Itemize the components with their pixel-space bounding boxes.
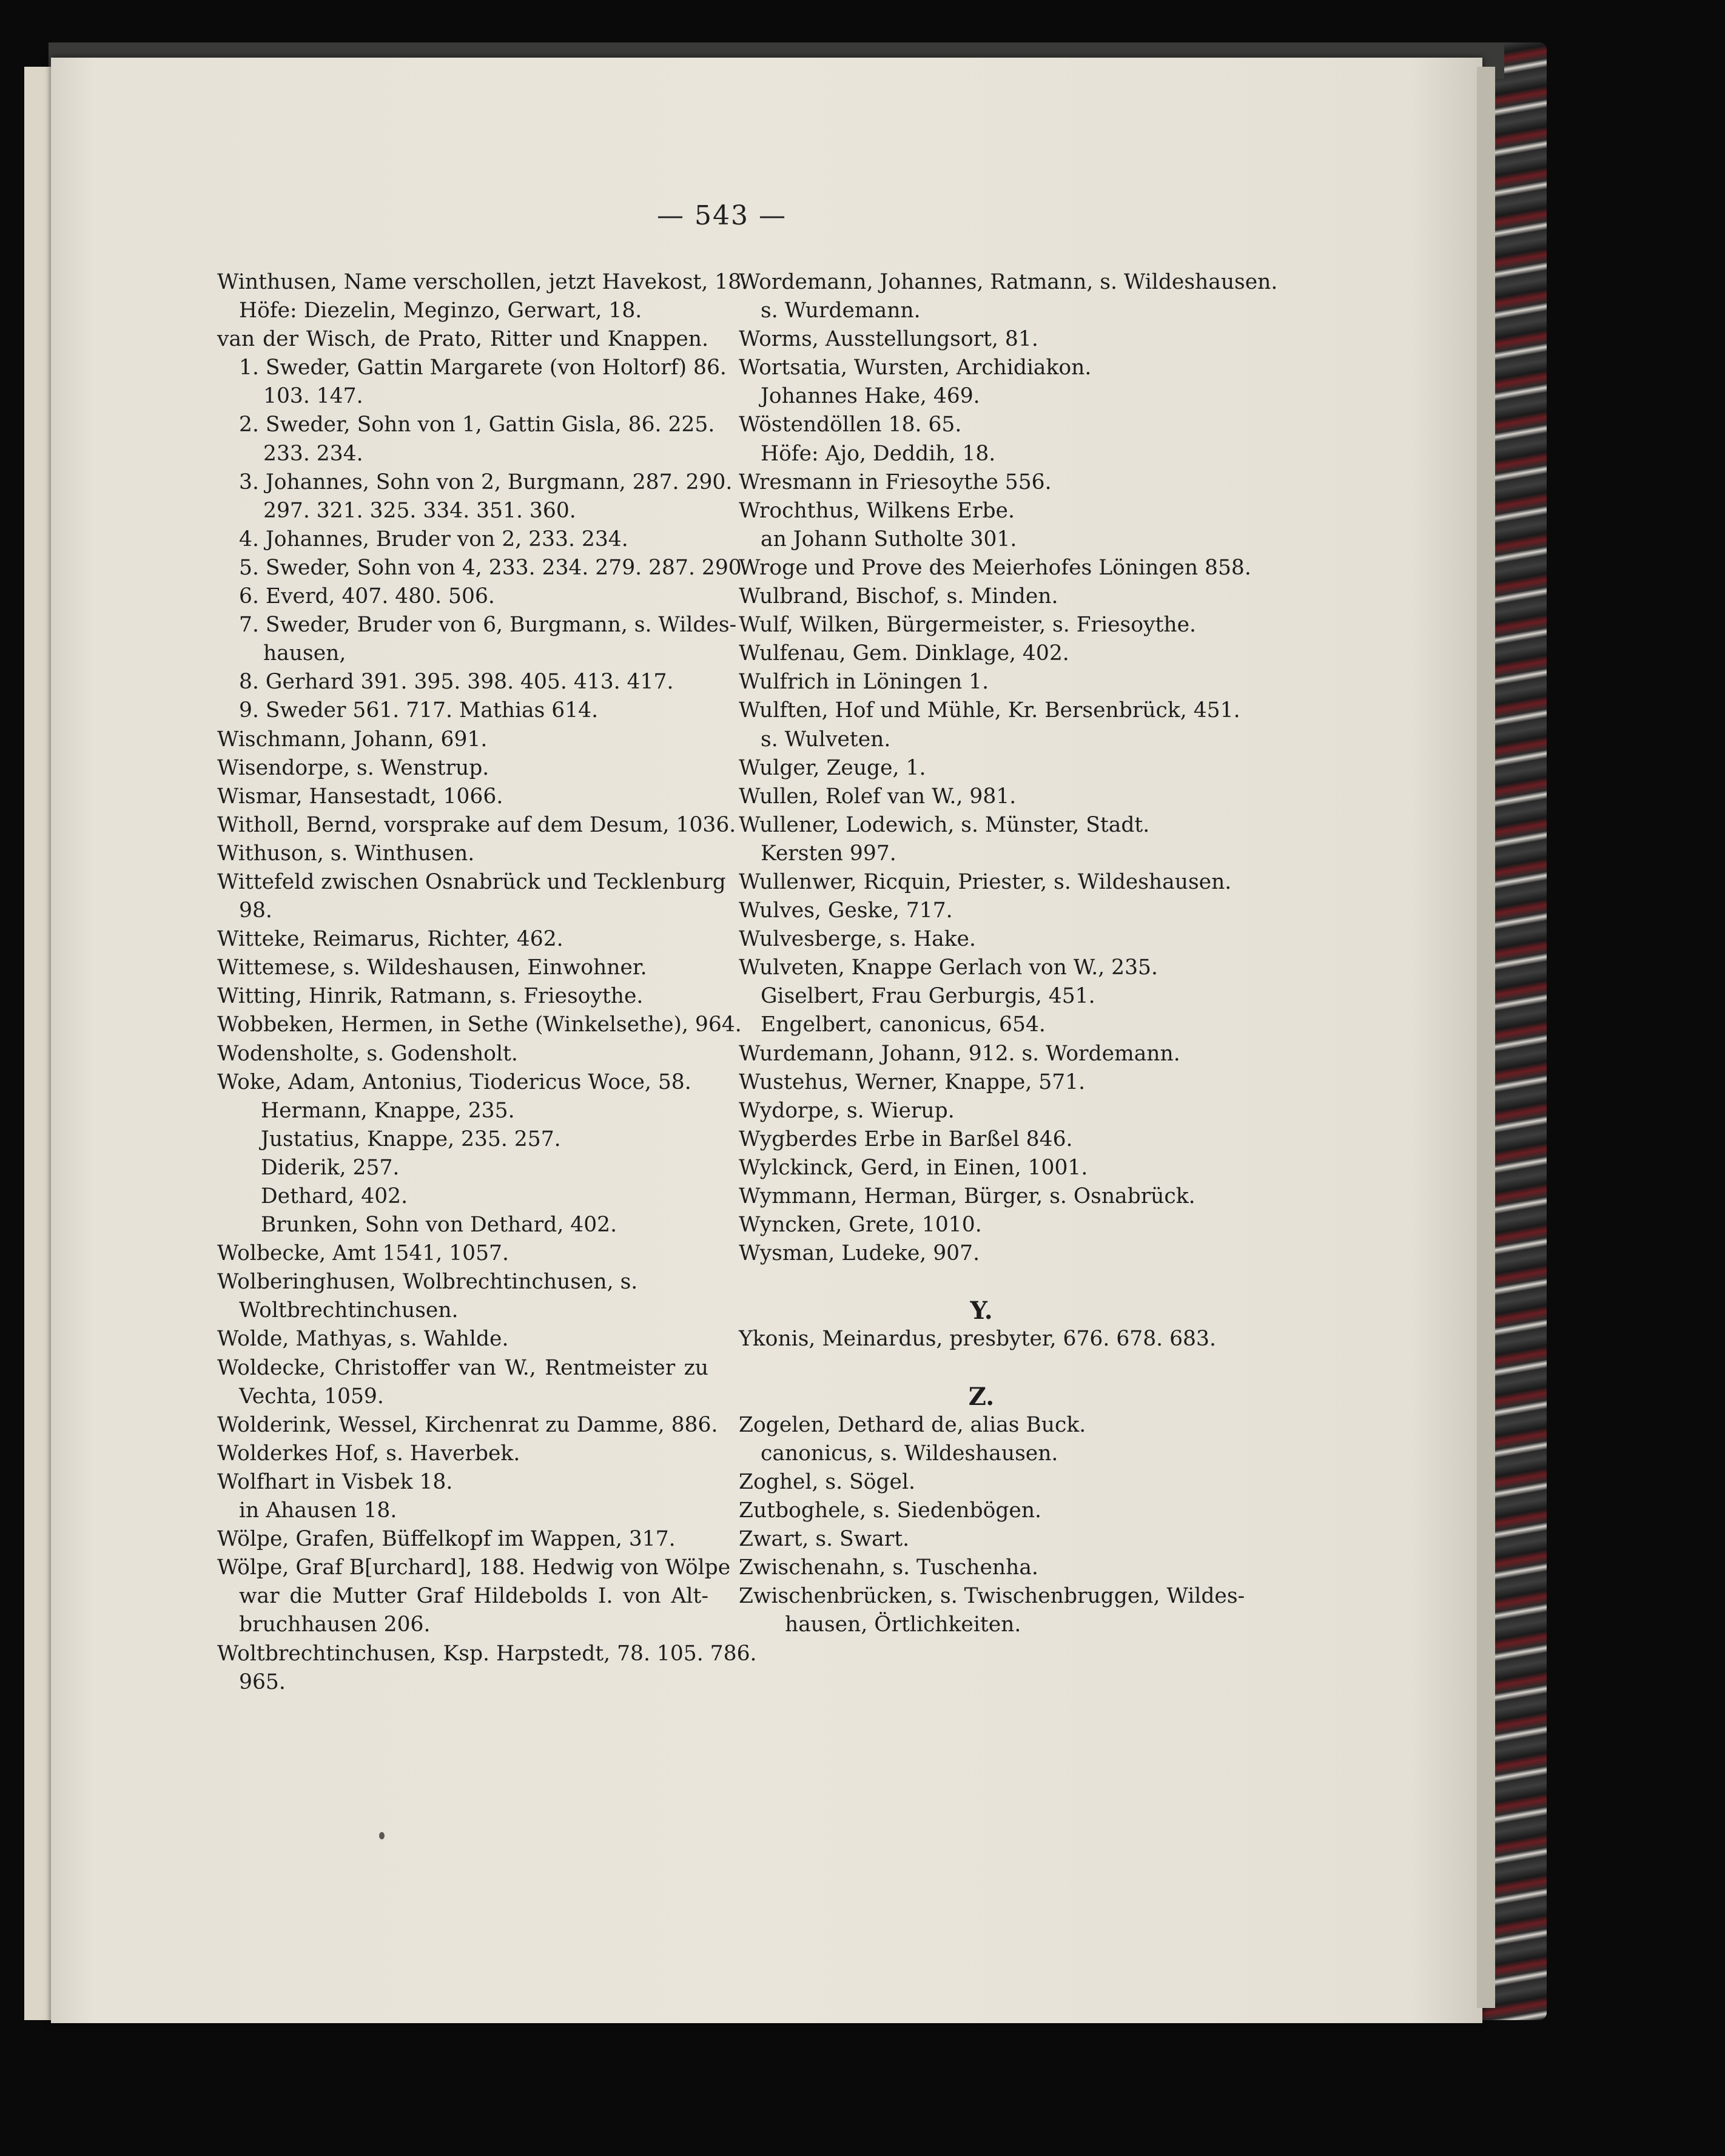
ink-speck (379, 1832, 385, 1839)
index-entry-line: 2. Sweder, Sohn von 1, Gattin Gisla, 86. 225. (239, 413, 715, 437)
index-entry-line: Zwart, s. Swart. (739, 1527, 910, 1552)
index-entry-line: Wulves, Geske, 717. (739, 898, 953, 923)
page-edge-shadow (1477, 67, 1495, 2008)
index-entry-line: 3. Johannes, Sohn von 2, Burgmann, 287. 290. (239, 470, 733, 494)
index-entry-line: Wroge und Prove des Meierhofes Löningen 858. (739, 555, 1251, 580)
index-entry-line: s. Wurdemann. (761, 298, 921, 323)
index-entry-line: Giselbert, Frau Gerburgis, 451. (761, 984, 1095, 1009)
index-entry-line: Zwischenbrücken, s. Twischenbruggen, Wildes- (739, 1584, 1245, 1609)
index-entry-line: Wydorpe, s. Wierup. (739, 1098, 955, 1123)
index-entry-line: in Ahausen 18. (239, 1498, 397, 1523)
index-entry-line: Brunken, Sohn von Dethard, 402. (261, 1213, 617, 1238)
index-entry-line: 297. 321. 325. 334. 351. 360. (263, 498, 576, 523)
index-entry-line: Wulger, Zeuge, 1. (739, 755, 926, 780)
index-entry-line: Witholl, Bernd, vorsprake auf dem Desum, 1036. (217, 812, 736, 837)
index-entry-line: 233. 234. (263, 441, 363, 466)
index-entry-line: Wygberdes Erbe in Barßel 846. (739, 1127, 1073, 1151)
index-entry-line: Engelbert, canonicus, 654. (761, 1012, 1046, 1037)
index-entry-line: Wylckinck, Gerd, in Einen, 1001. (739, 1155, 1088, 1180)
index-column-right (739, 268, 1278, 1640)
index-entry-line: Zutboghele, s. Siedenbögen. (739, 1498, 1042, 1523)
index-entry-line: Woltbrechtinchusen. (239, 1298, 459, 1323)
index-entry-line: Wysman, Ludeke, 907. (739, 1241, 980, 1266)
index-entry-line: Wolderink, Wessel, Kirchenrat zu Damme, 886. (217, 1412, 718, 1437)
index-entry-line: Justatius, Knappe, 235. 257. (261, 1127, 561, 1151)
index-entry-line: Wisendorpe, s. Wenstrup. (217, 755, 489, 780)
index-entry-line: Woke, Adam, Antonius, Tiodericus Woce, 58. (217, 1070, 691, 1094)
page-number: — 543 — (657, 200, 787, 231)
index-entry-line: Withuson, s. Winthusen. (217, 841, 475, 866)
index-entry-line: Wresmann in Friesoythe 556. (739, 470, 1052, 494)
index-entry-line: Wolderkes Hof, s. Haverbek. (217, 1441, 520, 1466)
index-entry-line: Wölpe, Graf B[urchard], 188. Hedwig von Wölpe (217, 1555, 731, 1580)
index-entry-line: Wymmann, Herman, Bürger, s. Osnabrück. (739, 1184, 1195, 1208)
index-entry-line: Diderik, 257. (261, 1155, 400, 1180)
index-entry-line: Wullener, Lodewich, s. Münster, Stadt. (739, 812, 1150, 837)
index-entry-line: Wolbecke, Amt 1541, 1057. (217, 1241, 509, 1266)
index-entry-line: Höfe: Diezelin, Meginzo, Gerwart, 18. (239, 298, 642, 323)
index-entry-line: Wullen, Rolef van W., 981. (739, 784, 1017, 809)
index-entry-line: 7. Sweder, Bruder von 6, Burgmann, s. Wildes- (239, 613, 737, 638)
index-entry-line: war die Mutter Graf Hildebolds I. von Alt- (239, 1584, 708, 1609)
index-entry-line: Hermann, Knappe, 235. (261, 1098, 515, 1123)
index-entry-line: an Johann Sutholte 301. (761, 527, 1017, 551)
index-entry-line: Zwischenahn, s. Tuschenha. (739, 1555, 1038, 1580)
index-entry-line: 9. Sweder 561. 717. Mathias 614. (239, 698, 599, 723)
index-entry-line: Wölpe, Grafen, Büffelkopf im Wappen, 317. (217, 1527, 676, 1552)
index-entry-line: 965. (239, 1669, 286, 1694)
index-entry-line: Wolfhart in Visbek 18. (217, 1469, 453, 1494)
index-entry-line: Wulf, Wilken, Bürgermeister, s. Friesoythe. (739, 613, 1196, 638)
index-entry-line: Zogelen, Dethard de, alias Buck. (739, 1412, 1086, 1437)
section-heading: Z. (968, 1382, 995, 1411)
index-entry-line: Wortsatia, Wursten, Archidiakon. (739, 355, 1092, 380)
index-entry-line: Wordemann, Johannes, Ratmann, s. Wildeshausen. (739, 270, 1278, 294)
index-entry-line: 6. Everd, 407. 480. 506. (239, 584, 495, 609)
index-entry-line: Wulvesberge, s. Hake. (739, 927, 976, 952)
index-entry-line: hausen, (263, 641, 346, 666)
index-entry-line: 98. (239, 898, 272, 923)
index-entry-line: Wittefeld zwischen Osnabrück und Tecklenburg (217, 869, 726, 894)
index-entry-line: Wobbeken, Hermen, in Sethe (Winkelsethe), 964. (217, 1012, 742, 1037)
spacer (739, 1354, 1224, 1383)
index-entry-line: Woldecke, Christoffer van W., Rentmeister zu (217, 1355, 708, 1380)
index-entry-line: canonicus, s. Wildeshausen. (761, 1441, 1058, 1466)
index-entry-line: Ykonis, Meinardus, presbyter, 676. 678. 683. (739, 1327, 1216, 1352)
index-entry-line: Woltbrechtinchusen, Ksp. Harpstedt, 78. 105. 786. (217, 1641, 757, 1666)
index-entry-line: Wulbrand, Bischof, s. Minden. (739, 584, 1058, 609)
index-entry-line: Witteke, Reimarus, Richter, 462. (217, 927, 563, 952)
index-entry-line: 8. Gerhard 391. 395. 398. 405. 413. 417. (239, 670, 674, 695)
index-entry-line: Wulften, Hof und Mühle, Kr. Bersenbrück, 451. (739, 698, 1240, 723)
index-entry-line: van der Wisch, de Prato, Ritter und Knappen. (217, 327, 708, 352)
index-entry-line: bruchhausen 206. (239, 1612, 431, 1637)
spacer (739, 1268, 1224, 1296)
index-entry-line: Wöstendöllen 18. 65. (739, 413, 962, 437)
index-column-left (217, 268, 757, 1697)
index-entry-line: 103. 147. (263, 384, 363, 409)
index-entry-line: Worms, Ausstellungsort, 81. (739, 327, 1038, 352)
index-entry-line: Wulfrich in Löningen 1. (739, 670, 989, 695)
index-entry-line: Wyncken, Grete, 1010. (739, 1213, 982, 1238)
index-entry-line: Wulveten, Knappe Gerlach von W., 235. (739, 955, 1158, 980)
index-entry-line: Wittemese, s. Wildeshausen, Einwohner. (217, 955, 647, 980)
index-entry-line: s. Wulveten. (761, 727, 891, 752)
index-entry-line: Wrochthus, Wilkens Erbe. (739, 498, 1015, 523)
index-entry-line: Wismar, Hansestadt, 1066. (217, 784, 503, 809)
index-entry-line: Wustehus, Werner, Knappe, 571. (739, 1070, 1086, 1094)
index-entry-line: Kersten 997. (761, 841, 896, 866)
index-entry-line: Witting, Hinrik, Ratmann, s. Friesoythe. (217, 984, 644, 1009)
index-entry-line: Wurdemann, Johann, 912. s. Wordemann. (739, 1041, 1180, 1066)
index-entry-line: Wodensholte, s. Godensholt. (217, 1041, 518, 1066)
section-heading: Y. (970, 1296, 993, 1326)
index-entry-line: Wolde, Mathyas, s. Wahlde. (217, 1327, 509, 1352)
index-entry-line: Johannes Hake, 469. (761, 384, 980, 409)
index-entry-line: Wischmann, Johann, 691. (217, 727, 488, 752)
index-entry-line: Vechta, 1059. (239, 1384, 384, 1409)
index-entry-line: Winthusen, Name verschollen, jetzt Havekost, 18. (217, 270, 748, 294)
index-entry-line: Dethard, 402. (261, 1184, 408, 1208)
index-entry-line: Wullenwer, Ricquin, Priester, s. Wildeshausen. (739, 869, 1232, 894)
index-entry-line: 1. Sweder, Gattin Margarete (von Holtorf) 86. (239, 355, 727, 380)
index-entry-line: hausen, Örtlichkeiten. (785, 1612, 1021, 1637)
index-entry-line: Wolberinghusen, Wolbrechtinchusen, s. (217, 1270, 638, 1295)
index-entry-line: 4. Johannes, Bruder von 2, 233. 234. (239, 527, 628, 551)
index-entry-line: 5. Sweder, Sohn von 4, 233. 234. 279. 287. 290. (239, 555, 748, 580)
index-entry-line: Zoghel, s. Sögel. (739, 1469, 915, 1494)
index-entry-line: Wulfenau, Gem. Dinklage, 402. (739, 641, 1069, 666)
index-entry-line: Höfe: Ajo, Deddih, 18. (761, 441, 996, 466)
